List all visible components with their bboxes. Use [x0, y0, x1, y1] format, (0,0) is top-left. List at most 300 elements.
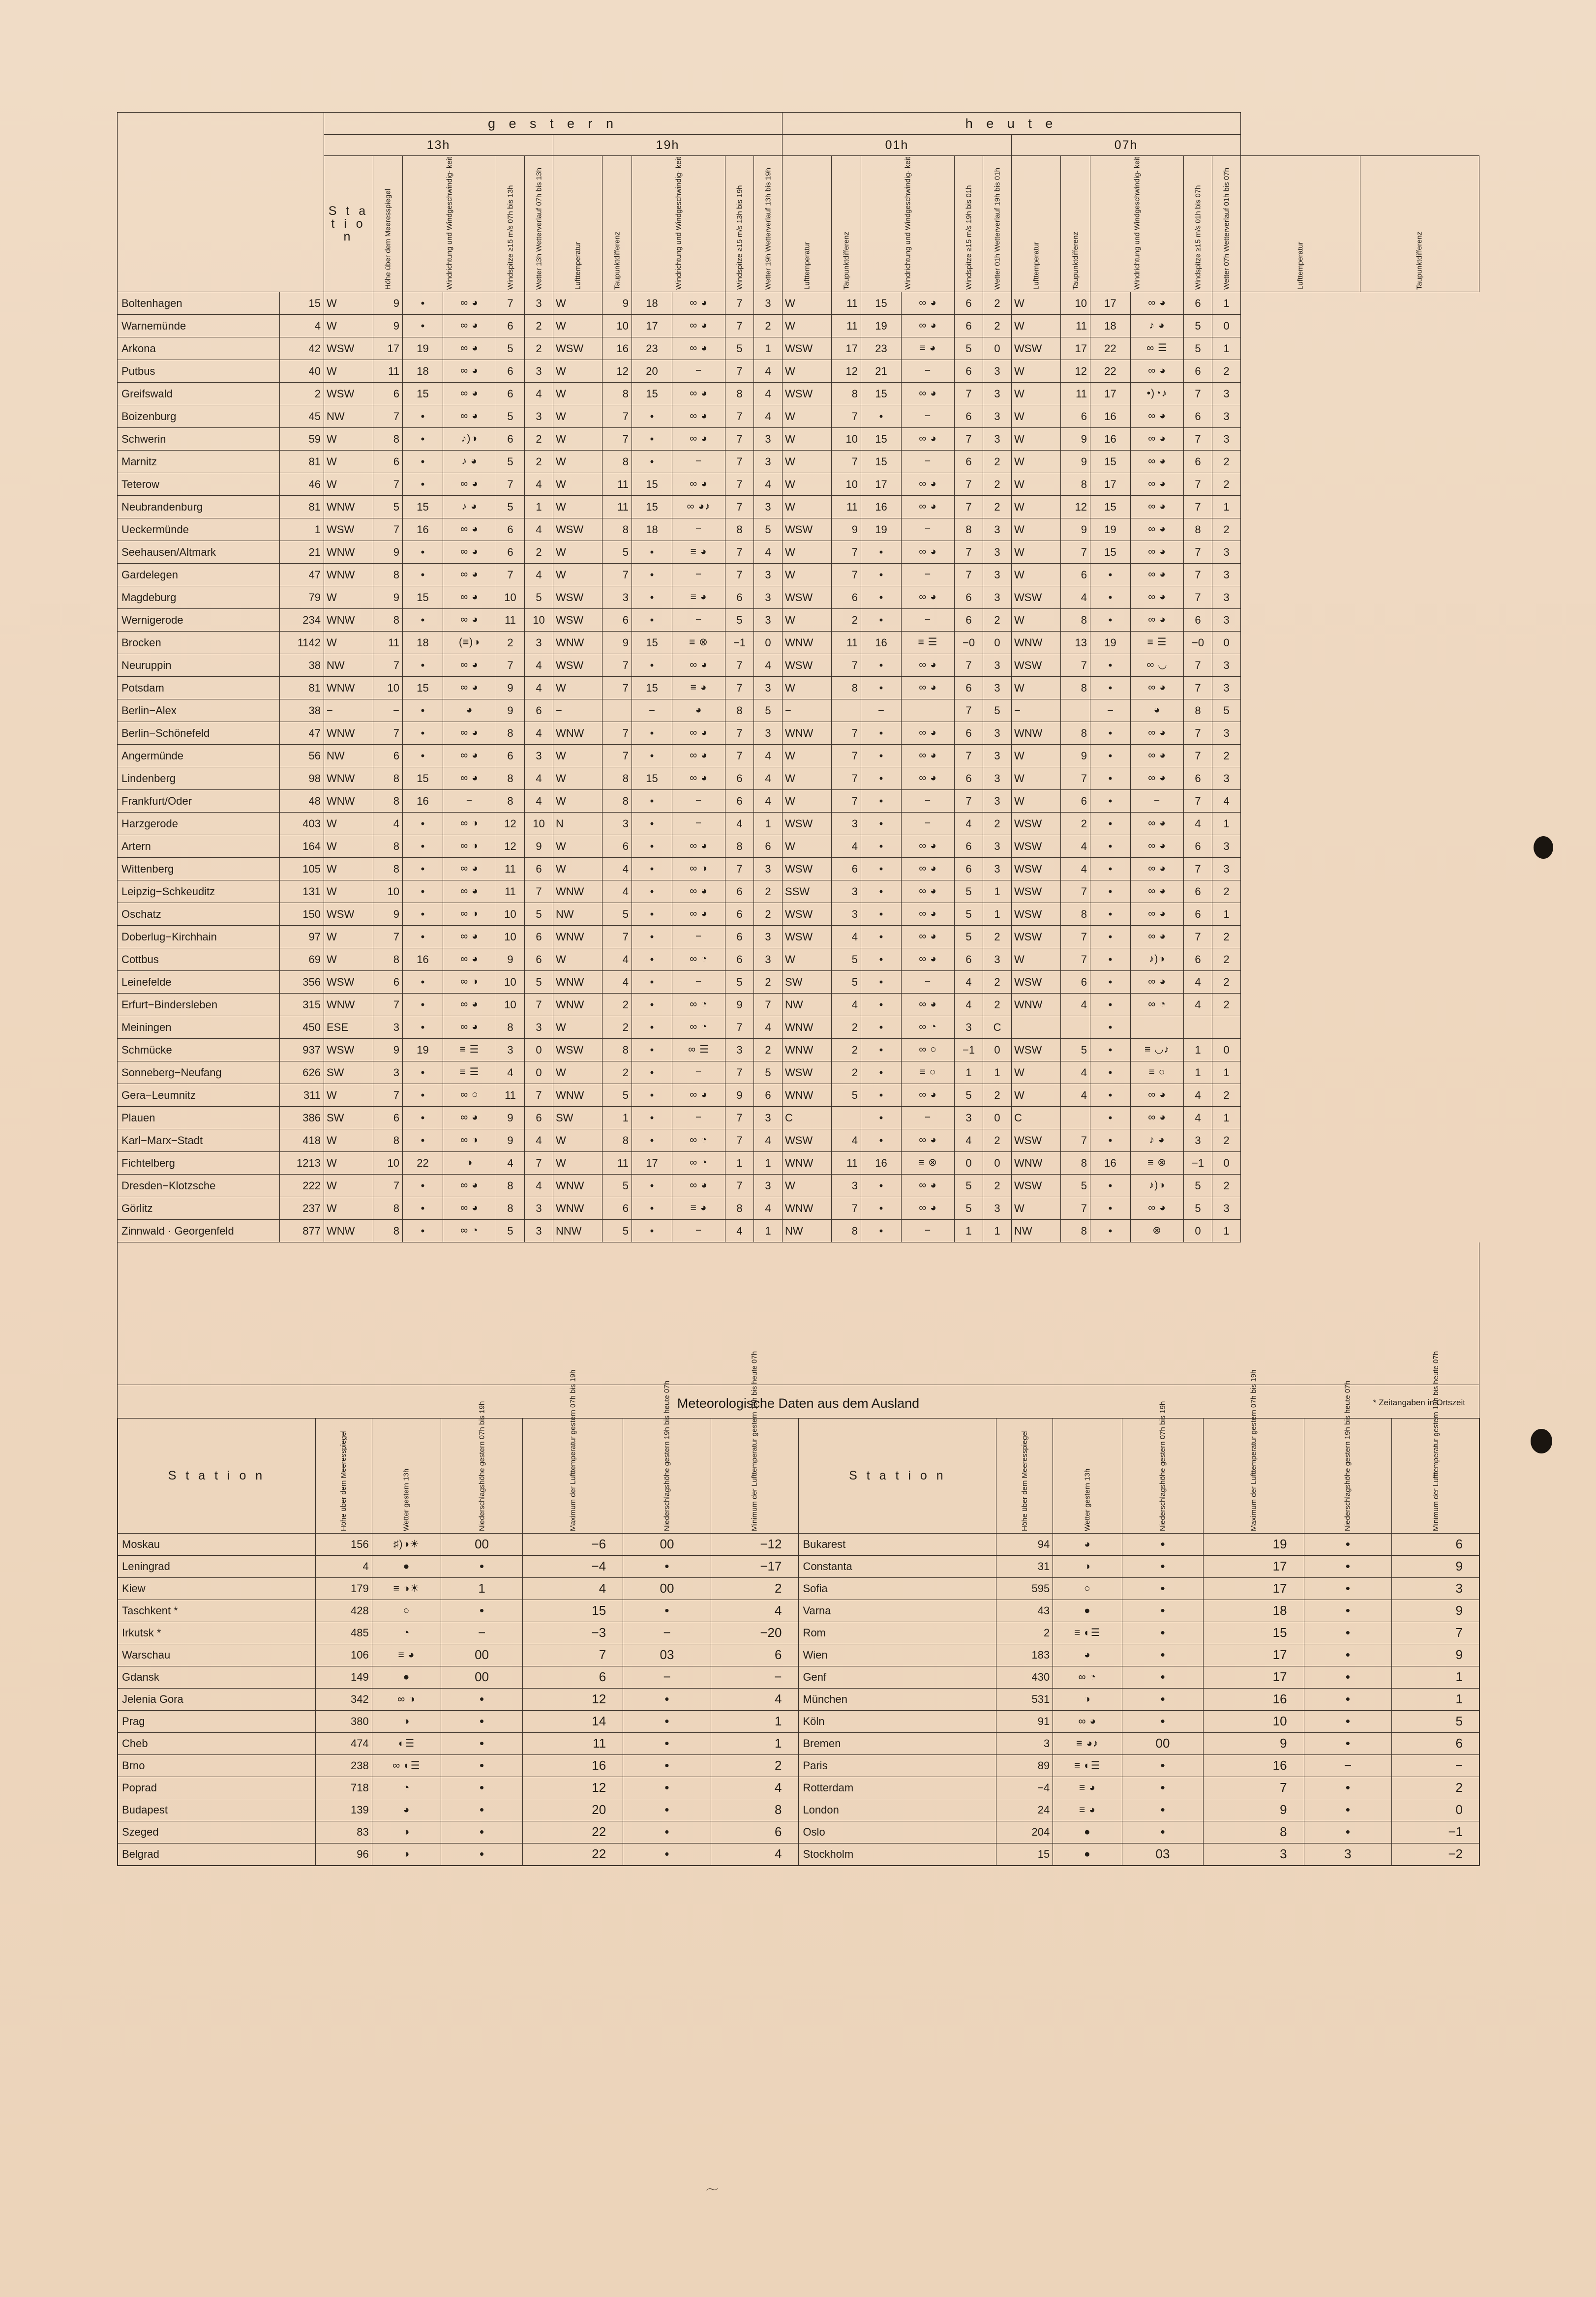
weather-symbol-19h: − — [672, 1107, 725, 1129]
weather-symbol-01h: ∞ ◕ — [902, 1197, 955, 1220]
weather-symbol-19h: − — [672, 518, 725, 541]
wind-speed-19h: 7 — [602, 677, 632, 699]
station-name: Warnemünde — [118, 315, 280, 337]
header-spitze-19h: Windspitze ≥15 m/s 13h bis 19h — [725, 156, 754, 292]
dewpoint-difference-19h: 0 — [754, 632, 783, 654]
wind-direction-01h: W — [783, 360, 832, 383]
air-temperature-01h: 5 — [955, 903, 983, 926]
foreign-station-name: Genf — [799, 1666, 996, 1689]
air-temperature-01h: −1 — [955, 1039, 983, 1061]
wind-speed-07h: 6 — [1061, 405, 1090, 428]
header-hoehe: Höhe über dem Meeresspiegel — [373, 156, 403, 292]
table-row — [118, 360, 1479, 383]
air-temperature-13h: 4 — [496, 1152, 525, 1175]
table-row — [118, 835, 1479, 858]
dewpoint-difference-19h: 3 — [754, 496, 783, 518]
wind-gust-01h: • — [861, 1220, 902, 1242]
dewpoint-difference-01h: 3 — [983, 948, 1012, 971]
air-temperature-07h: 7 — [1184, 654, 1212, 677]
wind-direction-01h: WSW — [783, 903, 832, 926]
dewpoint-difference-01h: 2 — [983, 473, 1012, 496]
air-temperature-01h: 6 — [955, 451, 983, 473]
wind-gust-07h: 16 — [1090, 1152, 1131, 1175]
wind-gust-07h: • — [1090, 677, 1131, 699]
wind-direction-19h: W — [553, 1016, 602, 1039]
wind-gust-19h: • — [632, 926, 672, 948]
header-wetter-19h: Wetter 19h Wetterverlauf 13h bis 19h — [754, 156, 783, 292]
wind-speed-07h — [1061, 699, 1090, 722]
air-temperature-07h: 3 — [1184, 1129, 1212, 1152]
wind-speed-19h: 4 — [602, 858, 632, 880]
wind-gust-01h: • — [861, 1016, 902, 1039]
air-temperature-07h: 1 — [1184, 1061, 1212, 1084]
dewpoint-difference-19h: 4 — [754, 1016, 783, 1039]
weather-symbol-19h: ∞ ◕ — [672, 745, 725, 767]
wind-gust-01h: • — [861, 813, 902, 835]
wind-speed-07h: 7 — [1061, 654, 1090, 677]
foreign-precip-night: • — [1304, 1644, 1392, 1666]
wind-gust-13h: 16 — [403, 948, 443, 971]
wind-direction-01h: WSW — [783, 813, 832, 835]
dewpoint-difference-01h: 5 — [983, 699, 1012, 722]
foreign-precip-night: • — [1304, 1777, 1392, 1799]
foreign-max-temp: 22 — [523, 1821, 623, 1844]
wind-gust-07h: 15 — [1090, 541, 1131, 564]
dewpoint-difference-13h: 6 — [525, 926, 553, 948]
wind-gust-13h: • — [403, 994, 443, 1016]
weather-symbol-01h: ∞ ◕ — [902, 292, 955, 315]
wind-speed-07h: 7 — [1061, 1129, 1090, 1152]
foreign-min-temp: −20 — [711, 1622, 799, 1644]
dewpoint-difference-19h: 4 — [754, 745, 783, 767]
wind-gust-01h: • — [861, 1084, 902, 1107]
dewpoint-difference-19h: 3 — [754, 1175, 783, 1197]
wind-direction-01h: WSW — [783, 858, 832, 880]
station-altitude: 48 — [280, 790, 324, 813]
weather-symbol-19h: − — [672, 813, 725, 835]
wind-speed-13h: − — [373, 699, 403, 722]
wind-gust-19h: 23 — [632, 337, 672, 360]
weather-symbol-13h: ∞ ◑ — [443, 971, 496, 994]
foreign-max-temp: 16 — [1204, 1755, 1304, 1777]
station-name: Magdeburg — [118, 586, 280, 609]
wind-direction-07h: W — [1012, 745, 1061, 767]
air-temperature-07h: 5 — [1184, 1197, 1212, 1220]
wind-gust-07h: • — [1090, 790, 1131, 813]
wind-direction-13h: WSW — [324, 383, 373, 405]
foreign-precip-night: • — [1304, 1556, 1392, 1578]
air-temperature-07h: 6 — [1184, 292, 1212, 315]
foreign-station-name: Belgrad — [118, 1844, 316, 1866]
wind-gust-07h: • — [1090, 1061, 1131, 1084]
dewpoint-difference-13h: 3 — [525, 405, 553, 428]
weather-symbol-19h: ∞ ◕ — [672, 315, 725, 337]
weather-symbol-19h: ≡ ◕ — [672, 586, 725, 609]
wind-direction-07h: W — [1012, 496, 1061, 518]
air-temperature-01h: 6 — [955, 677, 983, 699]
wind-speed-01h: 11 — [832, 292, 861, 315]
foreign-station-column-header-left: S t a t i o n — [118, 1419, 316, 1534]
dewpoint-difference-13h: 2 — [525, 337, 553, 360]
air-temperature-01h: 4 — [955, 971, 983, 994]
wind-direction-07h: W — [1012, 360, 1061, 383]
ink-blot — [1534, 836, 1553, 859]
wind-gust-07h: • — [1090, 609, 1131, 632]
header-spitze-07h: Windspitze ≥15 m/s 01h bis 07h — [1184, 156, 1212, 292]
air-temperature-01h: 7 — [955, 564, 983, 586]
weather-symbol-13h: ∞ ◕ — [443, 337, 496, 360]
wind-gust-01h: • — [861, 1175, 902, 1197]
wind-direction-19h: WSW — [553, 1039, 602, 1061]
dewpoint-difference-01h: 3 — [983, 654, 1012, 677]
air-temperature-01h: 5 — [955, 1084, 983, 1107]
weather-symbol-13h: ∞ ◕ — [443, 1175, 496, 1197]
foreign-weather-symbol: ≡ ◕ — [1053, 1799, 1122, 1821]
table-row — [118, 745, 1479, 767]
weather-symbol-01h: − — [902, 1220, 955, 1242]
air-temperature-07h: 4 — [1184, 994, 1212, 1016]
air-temperature-13h: 6 — [496, 383, 525, 405]
foreign-min-temp: 2 — [711, 1755, 799, 1777]
table-row — [118, 586, 1479, 609]
wind-gust-01h: 19 — [861, 518, 902, 541]
wind-direction-01h: W — [783, 541, 832, 564]
foreign-table-row — [118, 1556, 1480, 1578]
weather-symbol-01h: ∞ ○ — [902, 1039, 955, 1061]
dewpoint-difference-01h: 3 — [983, 428, 1012, 451]
foreign-altitude: 179 — [315, 1578, 372, 1600]
foreign-max-temp: 3 — [1204, 1844, 1304, 1866]
wind-speed-07h: 6 — [1061, 790, 1090, 813]
dewpoint-difference-07h: 2 — [1212, 473, 1241, 496]
foreign-max-temp: 17 — [1204, 1644, 1304, 1666]
foreign-station-name: Irkutsk * — [118, 1622, 316, 1644]
weather-symbol-07h: ∞ ◔ — [1131, 994, 1184, 1016]
station-altitude: 46 — [280, 473, 324, 496]
dewpoint-difference-07h: 1 — [1212, 496, 1241, 518]
station-name: Oschatz — [118, 903, 280, 926]
wind-gust-01h: • — [861, 541, 902, 564]
table-row — [118, 699, 1479, 722]
foreign-max-temp: 17 — [1204, 1556, 1304, 1578]
wind-gust-01h: • — [861, 1129, 902, 1152]
weather-symbol-07h: ∞ ◕ — [1131, 496, 1184, 518]
wind-speed-19h: 9 — [602, 632, 632, 654]
wind-gust-13h: 15 — [403, 677, 443, 699]
wind-gust-01h: 23 — [861, 337, 902, 360]
dewpoint-difference-13h: 3 — [525, 1220, 553, 1242]
wind-direction-07h: W — [1012, 473, 1061, 496]
air-temperature-01h: 1 — [955, 1061, 983, 1084]
foreign-max-temp: 16 — [523, 1755, 623, 1777]
dewpoint-difference-07h: 1 — [1212, 813, 1241, 835]
weather-symbol-07h: ♪)◑ — [1131, 1175, 1184, 1197]
wind-gust-19h: − — [632, 699, 672, 722]
wind-direction-19h: WSW — [553, 654, 602, 677]
dewpoint-difference-13h: 4 — [525, 1129, 553, 1152]
wind-speed-01h: 2 — [832, 1039, 861, 1061]
foreign-altitude: 156 — [315, 1534, 372, 1556]
wind-direction-07h: W — [1012, 948, 1061, 971]
wind-gust-01h: • — [861, 926, 902, 948]
foreign-station-name: Bremen — [799, 1733, 996, 1755]
wind-speed-07h: 8 — [1061, 677, 1090, 699]
foreign-max-temp: 7 — [523, 1644, 623, 1666]
station-altitude: 45 — [280, 405, 324, 428]
wind-gust-01h: • — [861, 586, 902, 609]
table-row — [118, 473, 1479, 496]
wind-direction-01h: WNW — [783, 1039, 832, 1061]
dewpoint-difference-19h: 4 — [754, 541, 783, 564]
foreign-precip-night: • — [623, 1556, 711, 1578]
wind-direction-01h: W — [783, 948, 832, 971]
wind-speed-01h: 4 — [832, 835, 861, 858]
table-row — [118, 722, 1479, 745]
weather-symbol-01h: − — [902, 813, 955, 835]
foreign-max-temp: −6 — [523, 1534, 623, 1556]
air-temperature-13h: 12 — [496, 835, 525, 858]
station-name: Neubrandenburg — [118, 496, 280, 518]
foreign-weather-symbol: ◕ — [1053, 1644, 1122, 1666]
table-row — [118, 451, 1479, 473]
foreign-data-section — [117, 1351, 1479, 1866]
dewpoint-difference-13h: 4 — [525, 564, 553, 586]
wind-direction-01h: WNW — [783, 1084, 832, 1107]
dewpoint-difference-13h: 4 — [525, 473, 553, 496]
air-temperature-13h: 10 — [496, 903, 525, 926]
foreign-precip-night: • — [623, 1711, 711, 1733]
wind-speed-19h: 8 — [602, 1039, 632, 1061]
foreign-max-temp: 15 — [523, 1600, 623, 1622]
weather-symbol-07h: ≡ ⊗ — [1131, 1152, 1184, 1175]
weather-symbol-19h: ◕ — [672, 699, 725, 722]
wind-speed-07h: 4 — [1061, 1084, 1090, 1107]
wind-speed-19h: 4 — [602, 880, 632, 903]
wind-direction-07h: − — [1012, 699, 1061, 722]
station-name: Ueckermünde — [118, 518, 280, 541]
wind-speed-07h: 7 — [1061, 541, 1090, 564]
dewpoint-difference-07h: 1 — [1212, 903, 1241, 926]
wind-speed-13h: 9 — [373, 541, 403, 564]
wind-gust-19h: • — [632, 971, 672, 994]
wind-speed-13h: 7 — [373, 1175, 403, 1197]
wind-speed-13h: 17 — [373, 337, 403, 360]
header-spitze-01h: Windspitze ≥15 m/s 19h bis 01h — [955, 156, 983, 292]
air-temperature-13h: 9 — [496, 677, 525, 699]
wind-direction-01h: SW — [783, 971, 832, 994]
table-row — [118, 1016, 1479, 1039]
dewpoint-difference-01h: 0 — [983, 1152, 1012, 1175]
foreign-altitude: 183 — [996, 1644, 1053, 1666]
dewpoint-difference-19h: 3 — [754, 292, 783, 315]
wind-speed-13h: 4 — [373, 813, 403, 835]
air-temperature-19h: 7 — [725, 654, 754, 677]
air-temperature-13h: 9 — [496, 699, 525, 722]
foreign-altitude: 94 — [996, 1534, 1053, 1556]
dewpoint-difference-19h: 6 — [754, 835, 783, 858]
dewpoint-difference-13h: 3 — [525, 632, 553, 654]
wind-direction-01h: W — [783, 405, 832, 428]
air-temperature-01h: −0 — [955, 632, 983, 654]
air-temperature-19h: 4 — [725, 813, 754, 835]
air-temperature-07h: −0 — [1184, 632, 1212, 654]
wind-gust-13h: • — [403, 699, 443, 722]
weather-symbol-13h: ∞ ◕ — [443, 586, 496, 609]
wind-direction-07h: WNW — [1012, 1152, 1061, 1175]
dewpoint-difference-01h: 3 — [983, 858, 1012, 880]
wind-gust-19h: • — [632, 1016, 672, 1039]
table-row — [118, 1129, 1479, 1152]
foreign-max-temp: −3 — [523, 1622, 623, 1644]
wind-speed-13h: 6 — [373, 1107, 403, 1129]
wind-speed-19h: 9 — [602, 292, 632, 315]
air-temperature-01h: 7 — [955, 541, 983, 564]
station-altitude: 79 — [280, 586, 324, 609]
weather-symbol-01h: − — [902, 790, 955, 813]
table-row — [118, 903, 1479, 926]
wind-gust-19h: • — [632, 564, 672, 586]
foreign-min-temp: 6 — [711, 1644, 799, 1666]
foreign-min-temp: 9 — [1392, 1644, 1480, 1666]
foreign-weather-symbol: ○ — [372, 1600, 441, 1622]
foreign-weather-symbol: ◕ — [1053, 1534, 1122, 1556]
foreign-altitude: 15 — [996, 1844, 1053, 1866]
air-temperature-13h: 7 — [496, 564, 525, 586]
air-temperature-07h: 4 — [1184, 1084, 1212, 1107]
air-temperature-19h: 7 — [725, 1107, 754, 1129]
wind-gust-13h: • — [403, 451, 443, 473]
wind-speed-19h: 7 — [602, 654, 632, 677]
foreign-station-name: Budapest — [118, 1799, 316, 1821]
foreign-altitude: 3 — [996, 1733, 1053, 1755]
foreign-altitude: 4 — [315, 1556, 372, 1578]
dewpoint-difference-07h: 3 — [1212, 767, 1241, 790]
wind-direction-13h: WNW — [324, 609, 373, 632]
wind-gust-19h: • — [632, 405, 672, 428]
foreign-altitude: 139 — [315, 1799, 372, 1821]
weather-symbol-13h: ∞ ◔ — [443, 1220, 496, 1242]
weather-symbol-07h: ∞ ◕ — [1131, 1107, 1184, 1129]
wind-gust-13h: 16 — [403, 790, 443, 813]
wind-speed-07h: 11 — [1061, 383, 1090, 405]
dewpoint-difference-07h: 2 — [1212, 948, 1241, 971]
air-temperature-19h: 8 — [725, 699, 754, 722]
foreign-min-temp: 1 — [1392, 1666, 1480, 1689]
air-temperature-01h: 7 — [955, 383, 983, 405]
header-taupunkt-19h: Taupunktdifferenz — [832, 156, 861, 292]
weather-symbol-19h: ∞ ◕ — [672, 405, 725, 428]
wind-gust-19h: • — [632, 1197, 672, 1220]
wind-gust-19h: • — [632, 1107, 672, 1129]
dewpoint-difference-13h: 4 — [525, 518, 553, 541]
foreign-altitude: 718 — [315, 1777, 372, 1799]
station-name: Görlitz — [118, 1197, 280, 1220]
weather-symbol-19h: ∞ ◕ — [672, 383, 725, 405]
dewpoint-difference-07h: 2 — [1212, 994, 1241, 1016]
wind-direction-01h: W — [783, 428, 832, 451]
header-temp-01h: Lufttemperatur — [1012, 156, 1061, 292]
air-temperature-19h: 7 — [725, 1175, 754, 1197]
wind-speed-13h: 8 — [373, 1220, 403, 1242]
foreign-station-column-header-right: S t a t i o n — [799, 1419, 996, 1534]
weather-symbol-01h: − — [902, 564, 955, 586]
weather-symbol-01h: ≡ ☰ — [902, 632, 955, 654]
wind-direction-01h: W — [783, 496, 832, 518]
foreign-precip-night: • — [623, 1799, 711, 1821]
wind-gust-13h: 16 — [403, 518, 443, 541]
wind-gust-19h: • — [632, 813, 672, 835]
weather-symbol-01h: ∞ ◕ — [902, 654, 955, 677]
foreign-precip-night: − — [1304, 1755, 1392, 1777]
wind-direction-13h: W — [324, 473, 373, 496]
wind-gust-07h: 15 — [1090, 496, 1131, 518]
foreign-weather-symbol: ≡ ◐☰ — [1053, 1622, 1122, 1644]
foreign-max-temp: 9 — [1204, 1799, 1304, 1821]
air-temperature-01h: 6 — [955, 586, 983, 609]
foreign-weather-symbol: ◑ — [372, 1821, 441, 1844]
weather-symbol-19h: ∞ ◕♪ — [672, 496, 725, 518]
station-altitude: 315 — [280, 994, 324, 1016]
air-temperature-07h: 7 — [1184, 745, 1212, 767]
wind-gust-19h: • — [632, 994, 672, 1016]
wind-speed-13h: 11 — [373, 632, 403, 654]
foreign-altitude: 474 — [315, 1733, 372, 1755]
wind-direction-07h: W — [1012, 609, 1061, 632]
wind-gust-13h: • — [403, 813, 443, 835]
wind-direction-19h: W — [553, 790, 602, 813]
foreign-precip-night: • — [623, 1689, 711, 1711]
air-temperature-13h: 12 — [496, 813, 525, 835]
wind-speed-19h: 8 — [602, 383, 632, 405]
foreign-precip-night: • — [1304, 1711, 1392, 1733]
wind-speed-01h: 7 — [832, 405, 861, 428]
station-altitude: 47 — [280, 722, 324, 745]
dewpoint-difference-07h: 2 — [1212, 1084, 1241, 1107]
wind-gust-07h: • — [1090, 835, 1131, 858]
station-altitude: 81 — [280, 677, 324, 699]
wind-direction-01h: W — [783, 790, 832, 813]
air-temperature-13h: 11 — [496, 609, 525, 632]
wind-gust-19h: • — [632, 745, 672, 767]
foreign-precip-night: • — [1304, 1578, 1392, 1600]
foreign-max-temp: 17 — [1204, 1578, 1304, 1600]
wind-gust-07h: 18 — [1090, 315, 1131, 337]
wind-direction-07h: W — [1012, 1061, 1061, 1084]
station-name: Gardelegen — [118, 564, 280, 586]
station-name: Berlin−Alex — [118, 699, 280, 722]
wind-direction-19h: W — [553, 745, 602, 767]
foreign-altitude: 91 — [996, 1711, 1053, 1733]
wind-speed-19h: 5 — [602, 1175, 632, 1197]
wind-direction-19h: WNW — [553, 1084, 602, 1107]
wind-direction-01h: W — [783, 745, 832, 767]
weather-symbol-13h: ∞ ◕ — [443, 880, 496, 903]
weather-symbol-19h: − — [672, 451, 725, 473]
wind-direction-19h: SW — [553, 1107, 602, 1129]
wind-direction-19h: WNW — [553, 632, 602, 654]
wind-gust-13h: • — [403, 1197, 443, 1220]
foreign-station-name: Moskau — [118, 1534, 316, 1556]
air-temperature-01h: 4 — [955, 994, 983, 1016]
dewpoint-difference-01h: 0 — [983, 632, 1012, 654]
header-wetter-13h: Wetter 13h Wetterverlauf 07h bis 13h — [525, 156, 553, 292]
wind-speed-13h: 7 — [373, 926, 403, 948]
wind-direction-07h: WSW — [1012, 971, 1061, 994]
weather-symbol-01h: ∞ ◔ — [902, 1016, 955, 1039]
dewpoint-difference-13h: 4 — [525, 722, 553, 745]
weather-symbol-07h: ♪ ◕ — [1131, 1129, 1184, 1152]
air-temperature-07h: 4 — [1184, 813, 1212, 835]
